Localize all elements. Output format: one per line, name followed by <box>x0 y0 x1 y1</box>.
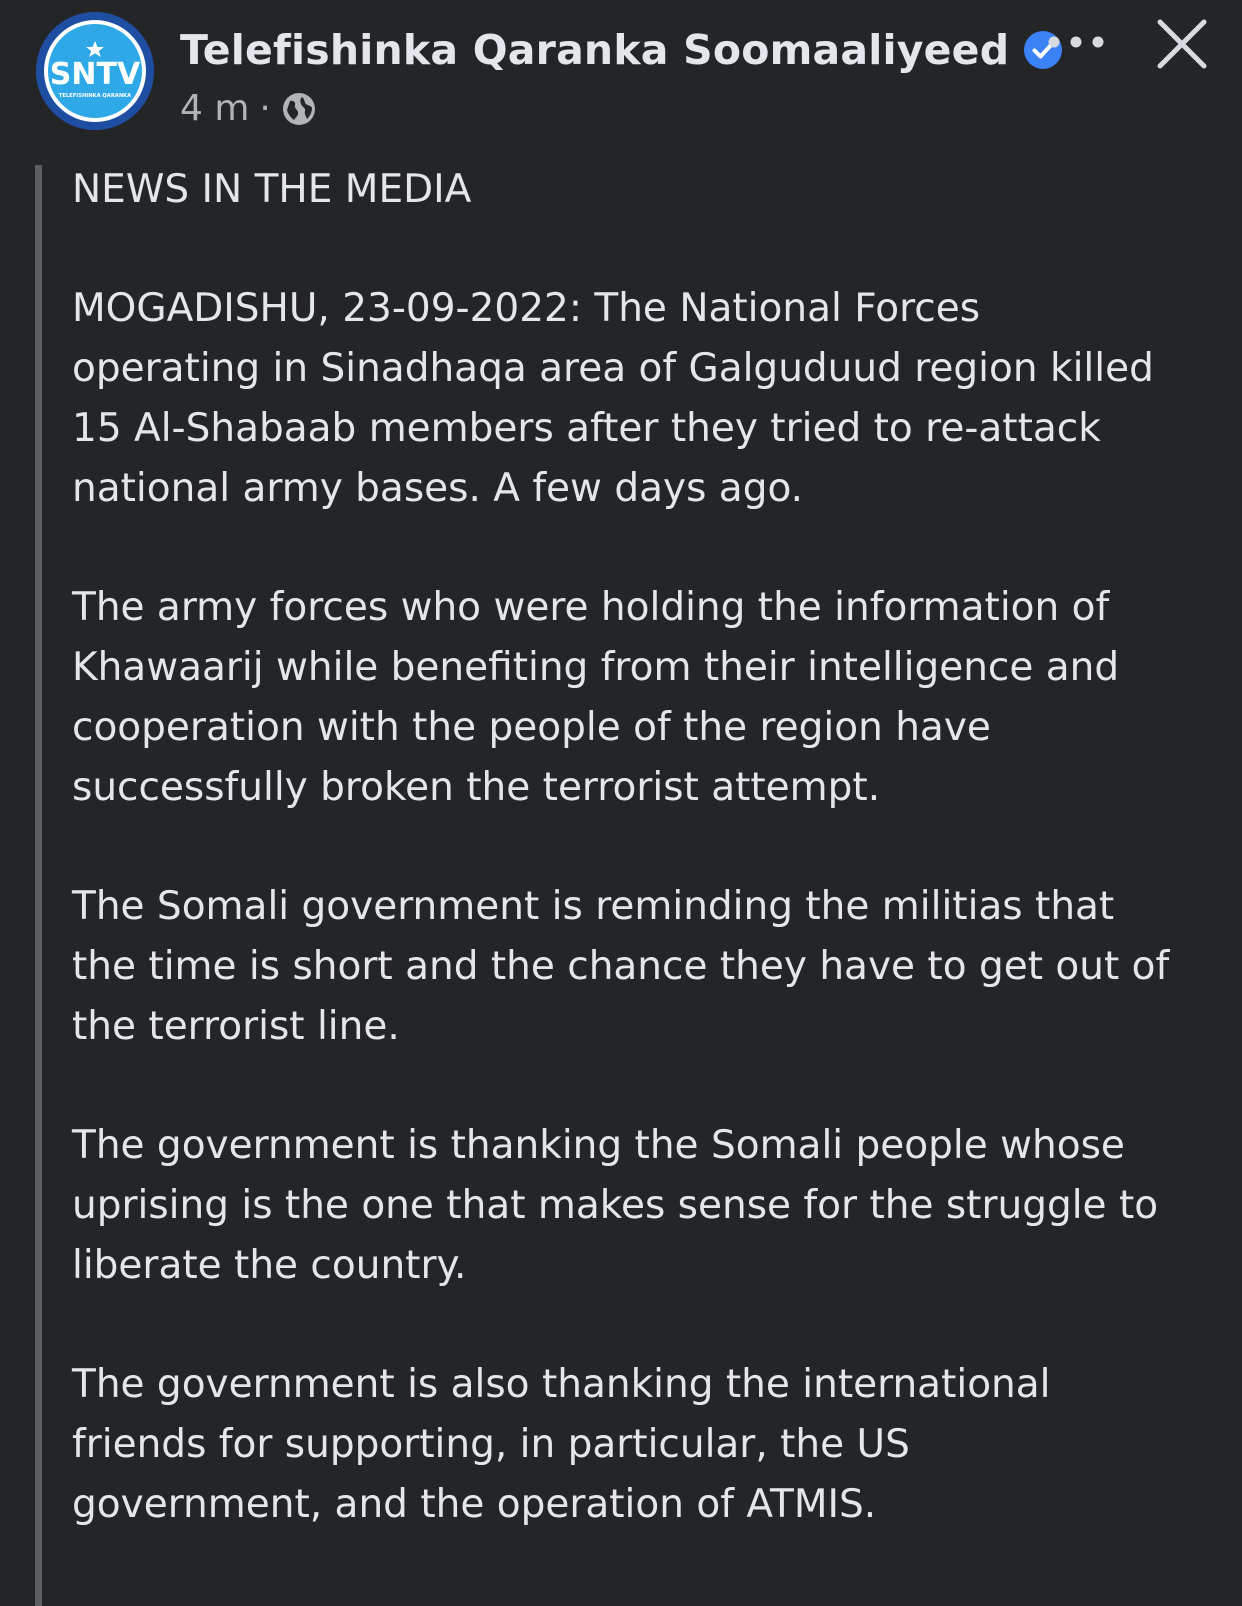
post-paragraph: The government is also thanking the international friends for supporting, in particular, the US government, and the operation of ATMIS. <box>72 1362 1051 1527</box>
author-name-row <box>180 26 1063 74</box>
post-paragraph: NEWS IN THE MEDIA <box>72 167 472 212</box>
post-header <box>0 0 1242 160</box>
post-timestamp[interactable]: 4 m <box>180 88 250 129</box>
meta-separator: · <box>259 88 271 129</box>
post-paragraph: The Somali government is reminding the militias that the time is short and the chance they have to get out of the terrorist line. <box>72 884 1170 1049</box>
quote-bar <box>35 165 42 1606</box>
post-paragraph: The army forces who were holding the information of Khawaarij while benefiting from their intelligence and cooperation with the people of the region have successfully broken the terrorist attempt. <box>72 585 1120 810</box>
post-paragraph: The government is thanking the Somali people whose uprising is the one that makes sense for the struggle to liberate the country. <box>72 1123 1159 1288</box>
close-icon[interactable] <box>1154 16 1210 72</box>
post-meta <box>180 88 317 129</box>
globe-icon <box>281 91 317 127</box>
sntv-logo-icon <box>36 12 154 130</box>
post-body <box>72 160 1232 1594</box>
post-paragraph: MOGADISHU, 23-09-2022: The National Forces operating in Sinadhaqa area of Galguduud region killed 15 Al-Shabaab members after they tried to re-attack national army bases. A few days ago. <box>72 286 1154 511</box>
avatar-logo-text: SNTV <box>49 57 141 92</box>
avatar-logo-subtext: TELEFISHINKA QARANKA <box>58 93 132 99</box>
avatar[interactable] <box>36 12 154 130</box>
author-name[interactable]: Telefishinka Qaranka Soomaaliyeed <box>180 26 1010 74</box>
more-options-icon[interactable] <box>1046 20 1106 64</box>
